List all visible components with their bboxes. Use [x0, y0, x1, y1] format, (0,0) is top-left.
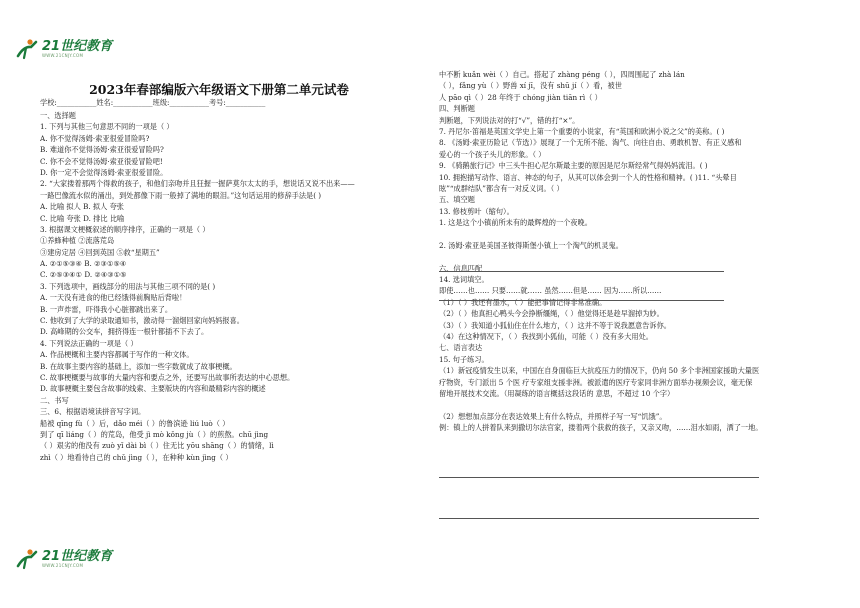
text-line: 一、选择题 [40, 111, 76, 120]
right-column [439, 69, 837, 434]
text-line: 2. 汤姆·索亚是美国圣彼得斯堡小镇上一个淘气的机灵鬼。 [439, 240, 623, 250]
answer-line-1 [439, 271, 724, 272]
text-line: 判断题，下列说法对的打“√”，错的打“×”。 [439, 115, 580, 125]
text-line: 疗物资，专门派出 5 个医 疗专家组支援非洲。被派遣的医疗专家同非洲方面举办视频会议，毫无保 [439, 377, 753, 387]
text-line: 船被 qīng fù（ ）后，dǎo méi（ ）的鲁滨逊 liú luò（ ） [40, 418, 230, 428]
logo-brand: 21世纪教育 [42, 39, 113, 54]
logo-sub: WWW.21CNJY.COM [42, 563, 84, 568]
bottom-logo [14, 548, 112, 570]
text-line: 15. 句子练习。 [439, 354, 489, 364]
text-line: 4. 下列说法正确的一项是（ ） [40, 338, 138, 348]
text-line: 7. 丹尼尔·笛福是英国文学史上第一个重要的小说家，有“英国和欧洲小说之父”的美称。( ) [439, 126, 725, 136]
answer-line-3 [439, 477, 759, 478]
text-line: zhì（ ）地看待自己的 chǔ jìng（ ），在种种 kùn jìng（ ） [40, 452, 233, 462]
text-line: 爱心的一个孩子头儿的形象。（ ） [439, 149, 546, 159]
text-line: 眩”“成群结队”都含有一对反义词。（ ） [439, 183, 564, 193]
runner-icon [14, 38, 40, 60]
answer-line-2 [439, 300, 724, 301]
text-line: 例：镇上的人拼着队来到撒切尔法官家，搂着两个获救的孩子，又亲又吻，……泪水如雨，洒了一地。 [439, 423, 763, 433]
text-line: B. 在故事主要内容的基础上，添加一些字数就成了故事梗概。 [40, 361, 237, 371]
text-line: （ ）艰劣的他没有 zuò yǐ dài bì（ ）住无比 yōu shāng（ ）的情绪，lì [40, 441, 274, 451]
text-line: 六、信息匹配 [439, 263, 483, 273]
text-line: A. 比喻 拟人 B. 拟人 夸张 [40, 202, 124, 212]
runner-icon [14, 548, 40, 570]
text-line: 即使……也…… 只要……就…… 虽然……但是…… 因为……所以…… [439, 286, 662, 296]
text-line: （4）在这种情况下，（ ）我找到小狐仙，可能（ ）没有多大用处。 [439, 331, 653, 341]
text-line: D. 故事梗概主要包含故事的线索、主要版块的内容和最精彩内容的概述 [40, 384, 266, 394]
text-line: ①养蜂种植 ②流落荒岛 [40, 236, 115, 246]
text-line: 1. 下列与其他三句意思不同的一项是（ ） [40, 122, 174, 132]
text-line [439, 251, 837, 262]
text-line: D. 你一定不会觉得汤姆·索亚很爱冒险。 [40, 167, 168, 177]
text-line: C. 比喻 夸张 D. 排比 比喻 [40, 213, 125, 223]
text-line: C. 他收到了大学的录取通知书，激动得一溜烟回家向妈妈报喜。 [40, 316, 244, 326]
text-line: 到了 qī liáng（ ）的荒岛，他受 jì mò kǒng jù（ ）的煎熬。chū jìng [40, 429, 269, 439]
answer-line-4 [439, 518, 759, 519]
text-line: 中不断 kuǎn wèi（ ）自己。搭起了 zhàng péng（ ），四周围起了 zhà lán [439, 70, 685, 79]
text-line: 一路巴像流水似的涌出，到处都像下雨一般掉了满地的眼泪。”这句话运用的修辞手法是( ) [40, 190, 322, 200]
text-line: 人 pāo qì（ ）28 年终于 chóng jiàn tiān rì（ ） [439, 92, 602, 102]
text-line: A. 一天没有进食的他已经饿得前胸贴后背啦！ [40, 293, 187, 303]
text-line: C. 故事梗概要与故事的大量内容和要点之外，还要写出故事所表达的中心思想。 [40, 372, 295, 382]
text-line: A. 你不觉得汤姆·索亚很爱冒险吗? [40, 133, 150, 143]
text-line: 14. 选词填空。 [439, 275, 489, 285]
text-line: 10. 拥抱描写动作、语言、神态的句子，从其可以体会到一个人的性格和精神。( )11. “头晕目 [439, 172, 737, 182]
text-line: 2. “大家搂着那两个得救的孩子，和他们亲吻并且狂握一握萨莫尔太太的手，想说话又说不出来—— [40, 179, 355, 189]
logo-brand: 21世纪教育 [42, 549, 113, 564]
text-line: （2）（ ）他真担心鸭头今会挣断缰绳，（ ）他觉得还是趁早溜掉为妙。 [439, 309, 664, 319]
text-line: 3. 下列选项中，画线部分的用法与其他三项不同的是( ) [40, 281, 216, 291]
text-line: A. ②①⑤③④ B. ②③①⑤④ [40, 259, 127, 269]
text-line: （1）新冠疫情发生以来，中国在自身面临巨大抗疫压力的情况下，仍向 50 多个非洲国家援助大量医 [439, 366, 760, 376]
text-line: 四、判断题 [439, 104, 475, 114]
text-line: （1）（ ）我还有墨水，（ ）能把事情记得非常准确。 [439, 297, 607, 307]
text-line: 七、语言表达 [439, 343, 483, 353]
exam-title: 2023年春部编版六年级语文下册第二单元试卷 [89, 82, 349, 97]
text-line: （ ），fǎng yù（ ）野兽 xí jī，没有 shū jí（ ）看，被世 [439, 81, 622, 91]
logo-sub: WWW.21CNJY.COM [42, 53, 84, 58]
text-line: B. 一声炸雷，吓得我小心脏都跳出来了。 [40, 304, 173, 314]
student-info-line: 学校:___________姓名:___________班级:___________考号:___________ [40, 98, 266, 107]
text-line: 二、书写 [40, 395, 69, 405]
text-line: 8. 《汤姆·索亚历险记（节选）》展现了一个无所不能、淘气、向往自由、勇敢机智、有正义感和 [439, 138, 742, 148]
text-line: A. 作品梗概和主要内容都属于写作的一种文体。 [40, 350, 194, 360]
text-line: 三、6、根据语境读拼音写字词。 [40, 407, 146, 417]
top-logo [14, 38, 112, 60]
text-line: B. 难道你不觉得汤姆·索亚很爱冒险吗? [40, 145, 164, 155]
text-line: 五、填空题 [439, 195, 475, 205]
text-line: 13. 修枝剪叶（缩句）。 [439, 206, 514, 216]
text-line [439, 399, 837, 410]
text-line: （2）想想加点部分在表达效果上有什么特点，并照样子写一写“饥饿”。 [439, 411, 667, 421]
text-line [439, 228, 837, 239]
text-line: 留地开展技术交流。（用凝练的语言概括这段话的 意思，不超过 10 个字） [439, 388, 675, 398]
text-line: C. ②⑤③④① D. ②④③①⑤ [40, 270, 127, 280]
text-line: 9. 《骑鹅旅行记》中三头牛担心尼尔斯最主要的原因是尼尔斯经常气得妈妈流泪。( ) [439, 161, 708, 171]
text-line: D. 高峰期的公交车，拥挤得连一根针都插不下去了。 [40, 327, 209, 337]
text-line: （3）（ ）我知道小狐仙住在什么地方，（ ）这并不等于说我愿意告诉你。 [439, 320, 671, 330]
text-line: 3. 根据课文梗概叙述的顺序排序，正确的一项是（ ） [40, 224, 210, 234]
left-column [40, 110, 412, 463]
text-line: 1. 这是这个小镇前所未有的最辉煌的一个夜晚。 [439, 218, 592, 228]
text-line: ③建房定居 ④回到英国 ⑤救“星期五” [40, 247, 160, 257]
text-line: C. 你不会不觉得汤姆·索亚很爱冒险吧! [40, 156, 163, 166]
